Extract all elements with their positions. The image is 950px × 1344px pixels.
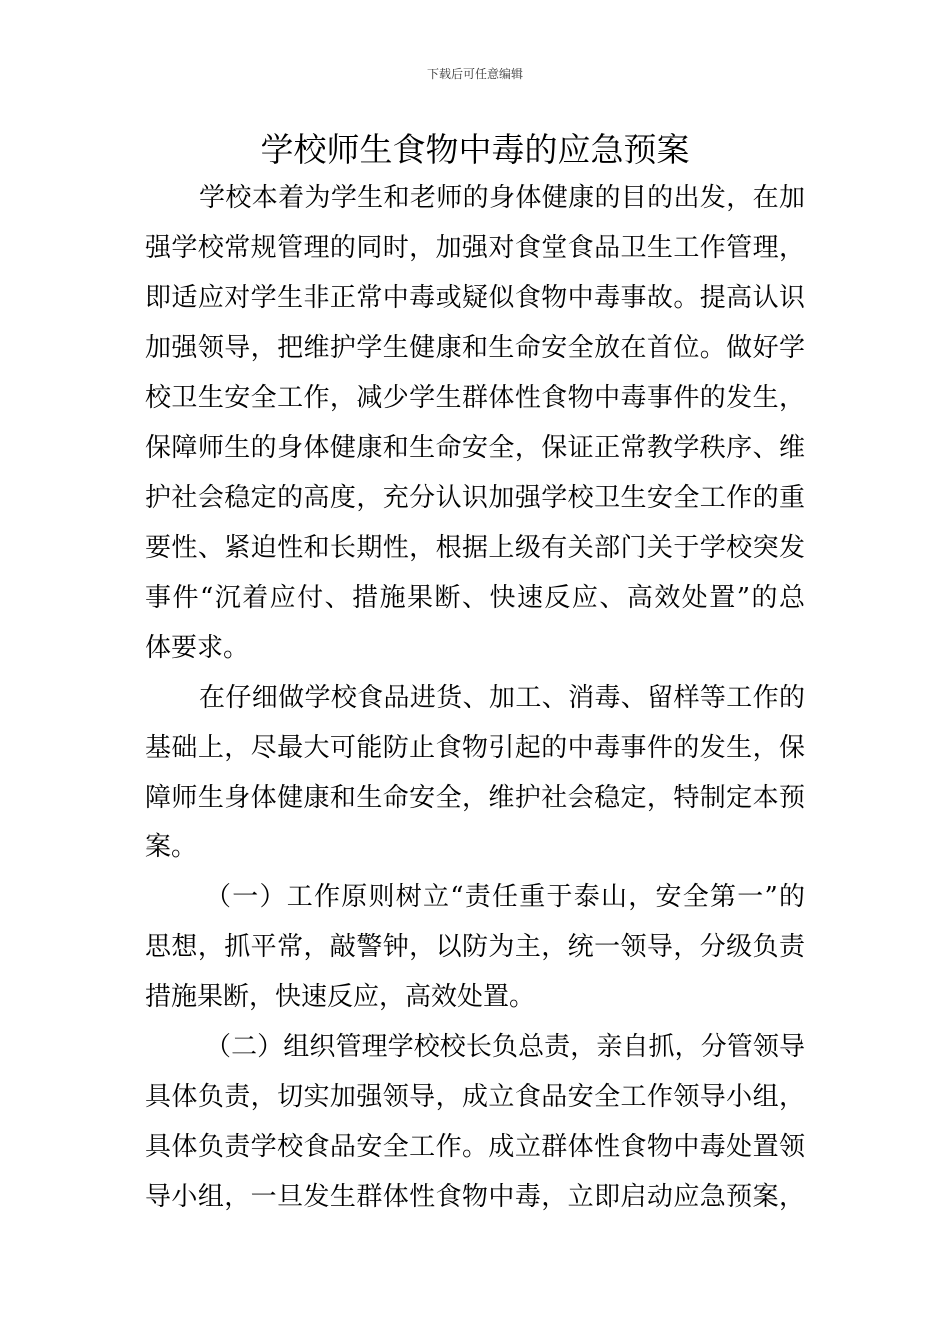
text-line: 案。 — [145, 832, 198, 862]
text-line: 在仔细做学校食品进货、加工、消毒、留样等工作的 — [199, 683, 805, 713]
text-line: 基础上，尽最大可能防止食物引起的中毒事件的发生，保 — [145, 733, 805, 763]
text-line: 护社会稳定的高度，充分认识加强学校卫生安全工作的重 — [145, 483, 805, 513]
text-line: （二）组织管理学校校长负总责，亲自抓，分管领导 — [205, 1032, 805, 1062]
document-title: 学校师生食物中毒的应急预案 — [260, 130, 690, 169]
text-line: 学校本着为学生和老师的身体健康的目的出发，在加 — [199, 183, 805, 213]
text-line: 即适应对学生非正常中毒或疑似食物中毒事故。提高认识 — [145, 283, 805, 313]
text-line: 措施果断，快速反应，高效处置。 — [145, 982, 536, 1012]
text-line: 体要求。 — [145, 633, 250, 663]
text-line: 加强领导，把维护学生健康和生命安全放在首位。做好学 — [145, 333, 805, 363]
text-line: 要性、紧迫性和长期性，根据上级有关部门关于学校突发 — [145, 533, 805, 563]
text-line: 强学校常规管理的同时，加强对食堂食品卫生工作管理， — [145, 233, 805, 263]
text-line: 具体负责学校食品安全工作。成立群体性食物中毒处置领 — [145, 1132, 805, 1162]
text-line: 导小组，一旦发生群体性食物中毒，立即启动应急预案， — [145, 1182, 805, 1212]
text-line: 校卫生安全工作，减少学生群体性食物中毒事件的发生， — [145, 383, 805, 413]
text-line: 思想，抓平常，敲警钟，以防为主，统一领导，分级负责 — [145, 932, 805, 962]
text-line: 障师生身体健康和生命安全，维护社会稳定，特制定本预 — [145, 783, 805, 813]
text-line: 具体负责，切实加强领导，成立食品安全工作领导小组， — [145, 1082, 805, 1112]
text-line: （一）工作原则树立“责任重于泰山，安全第一”的 — [205, 882, 805, 912]
text-line: 保障师生的身体健康和生命安全，保证正常教学秩序、维 — [145, 433, 805, 463]
text-line: 事件“沉着应付、措施果断、快速反应、高效处置”的总 — [145, 583, 805, 613]
header-note: 下载后可任意编辑 — [426, 67, 523, 81]
